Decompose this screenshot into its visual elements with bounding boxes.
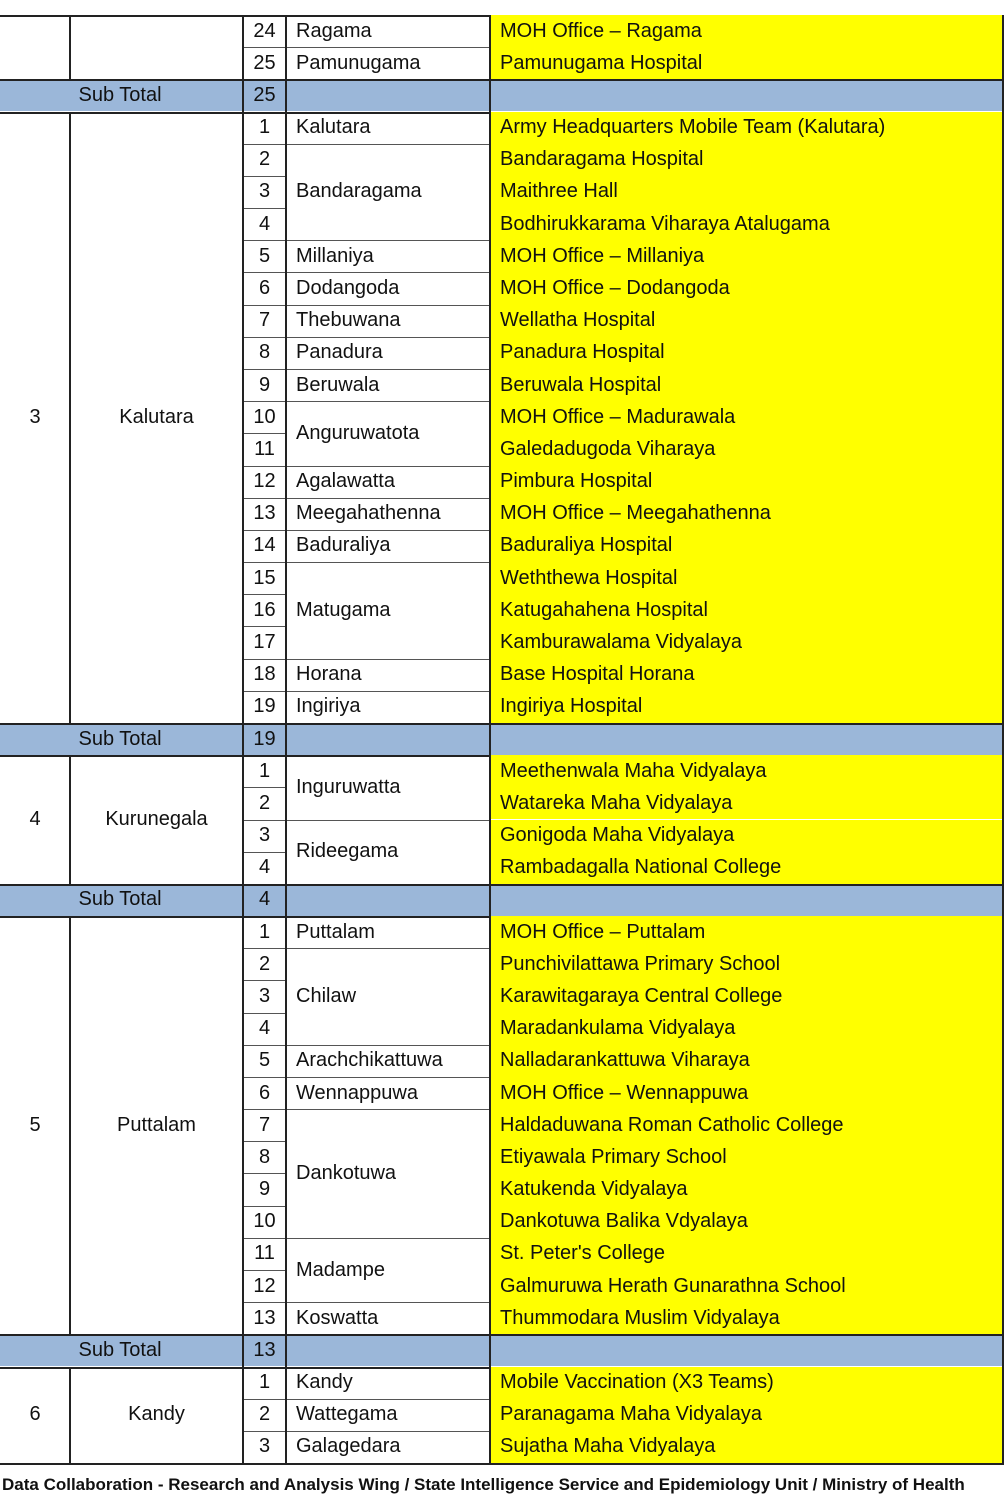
vaccination-center: Punchivilattawa Primary School	[490, 948, 1004, 980]
vaccination-center: Etiyawala Primary School	[490, 1141, 1004, 1173]
row-number: 1	[258, 1371, 271, 1394]
row-number: 3	[258, 180, 271, 203]
grid-line	[285, 884, 287, 916]
row-number: 17	[253, 630, 276, 653]
grid-line	[285, 1334, 287, 1366]
district-name	[70, 15, 243, 79]
row-number: 3	[258, 824, 271, 847]
vaccination-center: Meethenwala Maha Vidyalaya	[490, 755, 1004, 787]
moh-area: Baduraliya	[296, 534, 391, 557]
grid-line	[242, 723, 244, 755]
grid-line	[489, 112, 491, 723]
row-number: 9	[258, 1178, 271, 1201]
moh-area: Millaniya	[296, 244, 374, 267]
row-number: 8	[258, 1145, 271, 1168]
vaccination-center: MOH Office – Millaniya	[490, 240, 1004, 272]
grid-line	[489, 1334, 491, 1366]
vaccination-center: MOH Office – Meegahathenna	[490, 498, 1004, 530]
moh-area: Bandaragama	[296, 180, 422, 203]
vaccination-center: Gonigoda Maha Vidyalaya	[490, 820, 1004, 852]
row-number: 24	[253, 19, 276, 42]
grid-line	[69, 15, 71, 79]
moh-area: Meegahathenna	[296, 502, 441, 525]
moh-area: Koswatta	[296, 1306, 379, 1329]
vaccination-center: MOH Office – Puttalam	[490, 916, 1004, 948]
row-number: 16	[253, 598, 276, 621]
row-number: 5	[258, 244, 271, 267]
grid-line	[489, 884, 491, 916]
vaccination-center: Baduraliya Hospital	[490, 530, 1004, 562]
row-number: 15	[253, 566, 276, 589]
row-number: 1	[258, 116, 271, 139]
moh-area: Kalutara	[296, 116, 371, 139]
district-name: Kalutara	[119, 405, 194, 428]
vaccination-center: Watareka Maha Vidyalaya	[490, 787, 1004, 819]
grid-line	[285, 79, 287, 111]
moh-area: Ingiriya	[296, 695, 361, 718]
vaccination-center: Dankotuwa Balika Vdyalaya	[490, 1206, 1004, 1238]
subtotal-label: Sub Total	[78, 1338, 162, 1361]
vaccination-center: Ingiriya Hospital	[490, 691, 1004, 723]
moh-area: Panadura	[296, 341, 383, 364]
moh-area: Wattegama	[296, 1403, 398, 1426]
district-name: Puttalam	[117, 1113, 196, 1136]
grid-line	[242, 79, 244, 111]
row-number: 18	[253, 663, 276, 686]
vaccination-center: Sujatha Maha Vidyalaya	[490, 1431, 1004, 1463]
row-number: 9	[258, 373, 271, 396]
grid-line	[489, 755, 491, 884]
row-number: 6	[258, 1081, 271, 1104]
vaccination-center: MOH Office – Dodangoda	[490, 272, 1004, 304]
grid-line	[242, 1367, 244, 1464]
district-number	[0, 15, 70, 79]
vaccination-center: St. Peter's College	[490, 1238, 1004, 1270]
row-number: 4	[258, 212, 271, 235]
grid-line	[242, 916, 244, 1334]
moh-area: Matugama	[296, 598, 391, 621]
row-number: 13	[253, 1306, 276, 1329]
vaccination-center: Mobile Vaccination (X3 Teams)	[490, 1367, 1004, 1399]
vaccination-center: Base Hospital Horana	[490, 659, 1004, 691]
row-number: 3	[258, 984, 271, 1007]
row-number: 2	[258, 952, 271, 975]
grid-line	[285, 755, 287, 884]
moh-area: Rideegama	[296, 840, 399, 863]
row-number: 7	[258, 1113, 271, 1136]
grid-line	[489, 723, 491, 755]
vaccination-center: Paranagama Maha Vidyalaya	[490, 1399, 1004, 1431]
vaccination-center: Galmuruwa Herath Gunarathna School	[490, 1270, 1004, 1302]
row-number: 12	[253, 1274, 276, 1297]
row-number: 25	[253, 51, 276, 74]
row-number: 19	[253, 695, 276, 718]
vaccination-center: Karawitagaraya Central College	[490, 980, 1004, 1012]
grid-line	[0, 1463, 1004, 1465]
moh-area: Puttalam	[296, 920, 375, 943]
row-number: 7	[258, 309, 271, 332]
vaccination-center: Katugahahena Hospital	[490, 594, 1004, 626]
row-number: 1	[258, 920, 271, 943]
vaccination-center: Bodhirukkarama Viharaya Atalugama	[490, 208, 1004, 240]
subtotal-value: 13	[253, 1338, 276, 1361]
row-number: 8	[258, 341, 271, 364]
grid-line	[285, 112, 287, 723]
row-number: 4	[258, 1017, 271, 1040]
grid-line	[285, 1367, 287, 1464]
grid-line	[242, 1334, 244, 1366]
row-number: 5	[258, 1049, 271, 1072]
row-number: 1	[258, 759, 271, 782]
grid-line	[69, 112, 71, 723]
vaccination-center: Haldaduwana Roman Catholic College	[490, 1109, 1004, 1141]
row-number: 13	[253, 502, 276, 525]
vaccination-center: Bandaragama Hospital	[490, 144, 1004, 176]
vaccination-center: Rambadagalla National College	[490, 852, 1004, 884]
vaccination-center: Galedadugoda Viharaya	[490, 433, 1004, 465]
moh-area: Dankotuwa	[296, 1161, 397, 1184]
grid-line	[242, 755, 244, 884]
moh-area: Arachchikattuwa	[296, 1049, 443, 1072]
row-number: 11	[254, 1242, 275, 1265]
row-number: 4	[258, 856, 271, 879]
grid-line	[285, 916, 287, 1334]
subtotal-value: 4	[258, 888, 271, 911]
vaccination-center: Weththewa Hospital	[490, 562, 1004, 594]
district-name: Kandy	[128, 1403, 185, 1426]
subtotal-label: Sub Total	[78, 727, 162, 750]
vaccination-center: MOH Office – Wennappuwa	[490, 1077, 1004, 1109]
row-number: 2	[258, 148, 271, 171]
moh-area: Madampe	[296, 1258, 385, 1281]
vaccination-center: Katukenda Vidyalaya	[490, 1173, 1004, 1205]
subtotal-value: 19	[253, 727, 276, 750]
grid-line	[242, 112, 244, 723]
vaccination-center: Army Headquarters Mobile Team (Kalutara)	[490, 112, 1004, 144]
grid-line	[242, 884, 244, 916]
moh-area: Thebuwana	[296, 309, 401, 332]
grid-line	[489, 916, 491, 1334]
moh-area: Chilaw	[296, 984, 357, 1007]
vaccination-centers-table	[0, 15, 1004, 1463]
row-number: 11	[254, 437, 275, 460]
subtotal-label: Sub Total	[78, 888, 162, 911]
moh-area: Agalawatta	[296, 470, 395, 493]
row-number: 6	[258, 277, 271, 300]
grid-line	[489, 79, 491, 111]
vaccination-center: Wellatha Hospital	[490, 305, 1004, 337]
vaccination-center: Nalladarankattuwa Viharaya	[490, 1045, 1004, 1077]
vaccination-center: MOH Office – Ragama	[490, 15, 1004, 47]
moh-area: Ragama	[296, 19, 372, 42]
moh-area: Pamunugama	[296, 51, 421, 74]
moh-area: Galagedara	[296, 1435, 401, 1458]
moh-area: Inguruwatta	[296, 775, 401, 798]
grid-line	[69, 916, 71, 1334]
footer-credit: Data Collaboration - Research and Analysis Wing / State Intelligence Service and Epidemiology Unit / Ministry of Health	[2, 1475, 965, 1494]
district-name: Kurunegala	[105, 807, 208, 830]
grid-line	[242, 15, 244, 79]
row-number: 2	[258, 791, 271, 814]
grid-line	[285, 723, 287, 755]
grid-line	[489, 1367, 491, 1464]
row-number: 12	[253, 470, 276, 493]
subtotal-value: 25	[253, 83, 276, 106]
vaccination-center: Pamunugama Hospital	[490, 47, 1004, 79]
subtotal-label: Sub Total	[78, 83, 162, 106]
row-number: 10	[253, 1210, 276, 1233]
vaccination-center: Thummodara Muslim Vidyalaya	[490, 1302, 1004, 1334]
district-number: 6	[29, 1403, 41, 1426]
row-number: 10	[253, 405, 276, 428]
district-number: 4	[29, 807, 41, 830]
moh-area: Horana	[296, 663, 362, 686]
moh-area: Beruwala	[296, 373, 380, 396]
grid-line	[69, 1367, 71, 1464]
grid-line	[489, 15, 491, 79]
vaccination-center: MOH Office – Madurawala	[490, 401, 1004, 433]
moh-area: Dodangoda	[296, 277, 400, 300]
row-number: 14	[253, 534, 276, 557]
grid-line	[69, 755, 71, 884]
vaccination-center: Kamburawalama Vidyalaya	[490, 626, 1004, 658]
vaccination-center: Beruwala Hospital	[490, 369, 1004, 401]
row-number: 2	[258, 1403, 271, 1426]
moh-area: Kandy	[296, 1371, 353, 1394]
vaccination-center: Maithree Hall	[490, 176, 1004, 208]
grid-line	[285, 15, 287, 79]
moh-area: Wennappuwa	[296, 1081, 418, 1104]
district-number: 5	[29, 1113, 41, 1136]
district-number: 3	[29, 405, 41, 428]
vaccination-center: Panadura Hospital	[490, 337, 1004, 369]
vaccination-center: Pimbura Hospital	[490, 466, 1004, 498]
moh-area: Anguruwatota	[296, 421, 420, 444]
vaccination-center: Maradankulama Vidyalaya	[490, 1013, 1004, 1045]
row-number: 3	[258, 1435, 271, 1458]
